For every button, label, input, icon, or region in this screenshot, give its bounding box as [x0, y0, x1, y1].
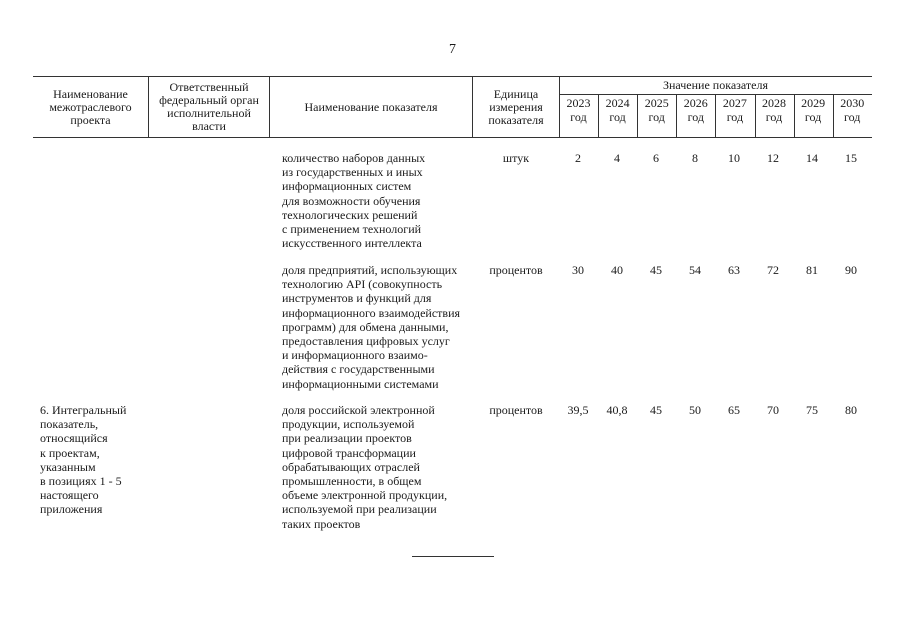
- header-year: 2024 год: [605, 96, 630, 124]
- header-year: 2023 год: [566, 96, 591, 124]
- value-cell: 12: [767, 151, 779, 165]
- header-year: 2026 год: [683, 96, 708, 124]
- value-cell: 65: [728, 403, 740, 417]
- table-header: [33, 76, 872, 138]
- header-indicator-name: Наименование показателя: [304, 99, 438, 114]
- footer-line: [412, 556, 494, 557]
- header-values-title: Значение показателя: [662, 78, 769, 92]
- value-cell: 50: [689, 403, 701, 417]
- value-cell: 72: [767, 263, 779, 277]
- header-year: 2028 год: [762, 96, 786, 124]
- unit-cell: процентов: [489, 263, 543, 277]
- header-responsible: Ответственный федеральный орган исполнительной власти: [159, 80, 259, 133]
- divider: [794, 95, 795, 137]
- value-cell: 45: [650, 403, 662, 417]
- project-name-cell: 6. Интегральный показатель, относящийся к проектам, указанным в позициях 1 - 5 настоящего приложения: [40, 403, 127, 517]
- value-cell: 6: [653, 151, 659, 165]
- header-year: 2030 год: [840, 96, 865, 124]
- divider: [715, 95, 716, 137]
- indicator-name-cell: доля российской электронной продукции, используемой при реализации проектов цифровой трансформации обрабатывающих отраслей промышленности, в общем объеме электронной продукции, используемой при реализации таких проектов: [282, 403, 448, 531]
- divider: [598, 95, 599, 137]
- divider: [637, 95, 638, 137]
- value-cell: 14: [806, 151, 818, 165]
- value-cell: 2: [575, 151, 581, 165]
- header-project-name: Наименование межотраслевого проекта: [49, 86, 132, 127]
- value-cell: 90: [845, 263, 857, 277]
- divider: [755, 95, 756, 137]
- value-cell: 4: [614, 151, 620, 165]
- header-year: 2027 год: [722, 96, 747, 124]
- divider: [833, 95, 834, 137]
- header-year: 2029 год: [801, 96, 826, 124]
- value-cell: 80: [845, 403, 857, 417]
- divider: [676, 95, 677, 137]
- value-cell: 10: [728, 151, 740, 165]
- unit-cell: штук: [502, 151, 530, 165]
- value-cell: 30: [572, 263, 584, 277]
- value-cell: 70: [767, 403, 779, 417]
- value-cell: 54: [689, 263, 701, 277]
- indicator-name-cell: количество наборов данных из государственных и иных информационных систем для возможности обучения технологических решений с применением технологий искусственного интеллекта: [282, 151, 426, 251]
- value-cell: 15: [845, 151, 857, 165]
- header-unit: Единица измерения показателя: [488, 86, 544, 127]
- value-cell: 75: [806, 403, 818, 417]
- indicator-name-cell: доля предприятий, использующих технологию API (совокупность инструментов и функций для информационного взаимодействия программ) для обмена данными, предоставления цифровых услуг и информационного взаимо- действия с государственными информационными системами: [282, 263, 461, 391]
- value-cell: 45: [650, 263, 662, 277]
- value-cell: 81: [806, 263, 818, 277]
- unit-cell: процентов: [489, 403, 543, 417]
- value-cell: 40,8: [606, 403, 628, 417]
- value-cell: 8: [692, 151, 698, 165]
- header-year: 2025 год: [644, 96, 669, 124]
- value-cell: 40: [611, 263, 623, 277]
- value-cell: 39,5: [567, 403, 589, 417]
- page-number: 7: [449, 42, 456, 57]
- value-cell: 63: [728, 263, 740, 277]
